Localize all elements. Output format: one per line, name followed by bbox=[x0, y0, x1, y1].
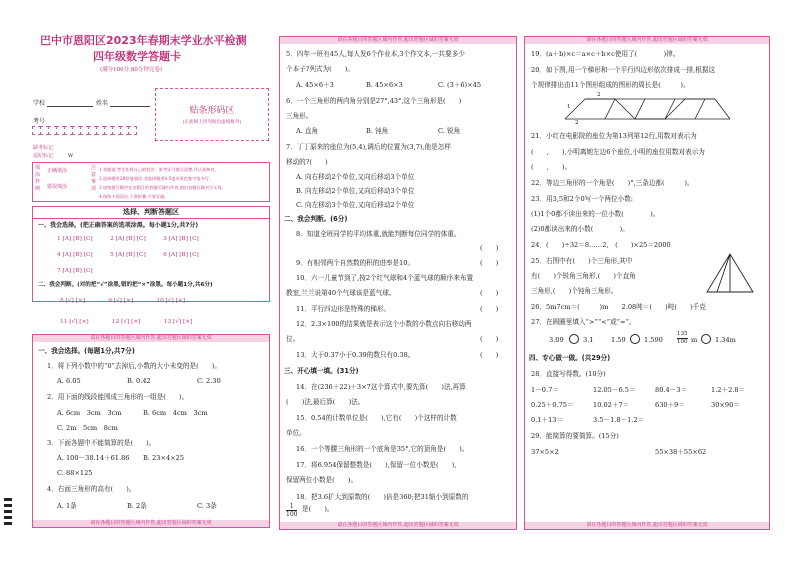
judge-8[interactable]: 8 [√] [×] bbox=[60, 298, 85, 304]
q25-text-3: 三角形,( )个钝角三角形。 bbox=[531, 287, 618, 295]
q18-text: 18．把3.6扩大到原数的( )倍是360;把31缩小到原数的 bbox=[296, 493, 469, 501]
q14-text-2: ( )法,最后算( )法。 bbox=[286, 398, 365, 406]
q28-item: 1.2＋2.8＝ bbox=[711, 386, 746, 394]
middle-answer-panel bbox=[279, 36, 517, 530]
q16-text: 16．一个等腰三角形的一个底角是35°,它的顶角是( )。 bbox=[296, 445, 469, 453]
q18-text-2: 是( )。 bbox=[302, 505, 334, 513]
binding-mark bbox=[4, 522, 12, 525]
q29-item-1: 37×5×2 bbox=[531, 448, 559, 456]
q2-opt-b: B. 6cm 4cm 3cm bbox=[143, 409, 208, 417]
q6-opt-c: C. 锐角 bbox=[438, 127, 461, 135]
notice-2: 2.选择题用2B铅笔填涂,非选择题用0.5毫米黑色签字笔书写。 bbox=[99, 176, 214, 181]
q23-text: 23．用3,5和2个0写一个两位小数: bbox=[531, 195, 634, 203]
choice-7[interactable]: 7 [A] [B] [C] bbox=[57, 268, 93, 274]
compare-circle[interactable] bbox=[701, 334, 711, 344]
q3-text: 3．下面各题中不能简算的是( )。 bbox=[47, 439, 156, 447]
binding-mark bbox=[4, 498, 12, 501]
q24-text: 24．( )÷32＝8……2, ( )×25＝2000 bbox=[531, 241, 671, 249]
q27-fraction-num: 135 bbox=[677, 331, 688, 337]
q2-opt-a: A. 6cm 3cm 3cm bbox=[57, 409, 122, 417]
barcode-sub: (正面朝上切勿贴出虚线框外) bbox=[182, 120, 242, 125]
judge-9[interactable]: 9 [√] [×] bbox=[108, 298, 134, 304]
q4-opt-b: B. 2条 bbox=[127, 502, 147, 510]
name-field[interactable] bbox=[110, 106, 150, 107]
q17-text-2: 保留两位小数是( )。 bbox=[286, 476, 358, 484]
q10-text-2: 教室,兰兰说第40个气球该是蓝气球。 bbox=[286, 289, 396, 297]
barcode-area bbox=[155, 88, 269, 141]
compare-circle[interactable] bbox=[630, 334, 640, 344]
q28-item: 630＋9＝ bbox=[655, 401, 685, 409]
judge-13[interactable]: 13 [√] [×] bbox=[163, 319, 193, 325]
answer-sheet-title: 四年级数学答题卡 bbox=[93, 50, 181, 63]
middle-band-top: 请在各题目的答题区域内作答,超出答题区域的答案无效 bbox=[280, 37, 516, 44]
q17-text: 17．将6.954保留整数是( ),保留一位小数是( ), bbox=[296, 461, 457, 469]
q28-item: 0.1＋13＝ bbox=[531, 416, 564, 424]
school-field[interactable] bbox=[47, 106, 93, 107]
fill-correct: 正确填涂 bbox=[47, 168, 68, 174]
barcode-label: 贴条形码区 bbox=[189, 106, 235, 116]
q9-answer[interactable]: ( ) bbox=[480, 259, 499, 267]
exam-id-label: 考号 bbox=[33, 118, 46, 125]
pattern-bottom-label: 2 bbox=[575, 120, 579, 126]
q8-answer[interactable]: ( ) bbox=[480, 244, 499, 252]
q6-text: 6．一个三角形的两内角分别是27°,43°,这个三角形是( ) bbox=[286, 97, 462, 105]
binding-mark bbox=[4, 504, 12, 507]
q5-opt-c: C. (3＋6)×45 bbox=[438, 81, 482, 89]
judge-title: 二、我会判断。(对的把“√”涂黑,错的把“×”涂黑。每小题1分,共6分) bbox=[38, 282, 213, 288]
notice-4: 4.保持卡面清洁,不要折叠,不要弄破。 bbox=[99, 194, 169, 199]
q27-comparisons bbox=[531, 333, 767, 349]
q10-answer[interactable]: ( ) bbox=[480, 289, 499, 297]
q7-opt-a: A. 向右移动2个单位,又向后移动3个单位 bbox=[296, 173, 415, 181]
notice-1: 1.答题前,考生先将自己的姓名、准考证号填写清楚,并认真核对。 bbox=[99, 167, 219, 172]
q5-text: 5．四年一班有45人,每人发6个作业本,3个作文本,一共要多少 bbox=[286, 50, 465, 58]
q23-text-2: (1)1个0都不读出来的一位小数( )。 bbox=[531, 210, 660, 218]
q18-fraction bbox=[286, 503, 297, 518]
q27-fraction-den: 100 bbox=[677, 339, 688, 345]
choice-2[interactable]: 2 [A] [B] [C] bbox=[110, 236, 146, 242]
q26-text: 26．5m7cm＝( )m 2.08吨＝( )吨( )千克 bbox=[531, 303, 706, 311]
q25-text-2: 有( )个锐角三角形,( )个直角 bbox=[531, 272, 636, 280]
q11-answer[interactable]: ( ) bbox=[480, 305, 499, 313]
q27-item-3: 1.59 bbox=[611, 336, 626, 344]
q1-opt-b: B. 0.42 bbox=[127, 377, 151, 385]
q14-text: 14．在(236＋22)＋3×7这个算式中,要先算( )法,再算 bbox=[296, 383, 466, 391]
q4-opt-a: A. 1条 bbox=[57, 502, 77, 510]
q29-item-2: 55×38＋55×62 bbox=[655, 448, 707, 456]
q29-text: 29．能简算的要简算。(15分) bbox=[531, 432, 619, 440]
sec1-title: 一、我会选择。(每题1分,共7分) bbox=[38, 347, 135, 355]
q21-text-2: ( , ),小明离她左边6个座位,小明的座位用数对表示为 bbox=[531, 148, 705, 156]
q28-item: 1－0.7＝ bbox=[531, 386, 559, 394]
choice-judge-panel bbox=[32, 206, 270, 302]
sec4-title: 四、专心做一做。(共29分) bbox=[529, 354, 611, 362]
q18-fraction-den: 100 bbox=[286, 511, 298, 518]
q8-text: 8．知道全班同学的平均体重,就能判断每位同学的体重。 bbox=[296, 230, 461, 238]
q28-text: 28．直接写得数。(10分) bbox=[531, 370, 606, 378]
q9-text: 9．有相邻两个自然数的积的进率是10。 bbox=[296, 259, 415, 267]
sec2-title: 二、我会判断。(6分) bbox=[284, 215, 348, 223]
judge-12[interactable]: 12 [√] [×] bbox=[111, 319, 141, 325]
choice-row-1[interactable] bbox=[57, 235, 199, 244]
exam-title: 巴中市恩阳区2023年春期末学业水平检测 bbox=[40, 34, 247, 47]
q21-text-3: ( , )。 bbox=[531, 163, 572, 171]
sec3-title: 三、开心填一填。(31分) bbox=[284, 367, 359, 375]
q21-text: 21．小红在电影院的座位为第13列第12行,用数对表示为 bbox=[531, 132, 697, 140]
q28-item: 12.05－6.5＝ bbox=[593, 386, 636, 394]
q7-opt-c: C. 向左移动3个单位,又向后移动2个单位 bbox=[296, 201, 415, 209]
missing-label: 缺考标记 bbox=[33, 145, 54, 151]
q10-text: 10．六一儿童节到了,按2个红气球和4个蓝气球的顺序来布置 bbox=[296, 274, 474, 282]
q27-item-5: 1.34m bbox=[715, 336, 736, 344]
choice-1[interactable]: 1 [A] [B] [C] bbox=[57, 236, 93, 242]
q27-fraction bbox=[677, 331, 688, 346]
q15-text: 15．0.54的计数单位是( ),它有( )个这样的计数 bbox=[296, 414, 457, 422]
score-note: (满分100分,80分钟完卷) bbox=[100, 67, 163, 73]
q18-fraction-num: 1 bbox=[286, 503, 297, 511]
binding-mark bbox=[4, 510, 12, 513]
q28-item: 3.5－1.8－1.2＝ bbox=[593, 416, 645, 424]
left-band-bottom: 请在各题目的答题区域内作答,超出答题区域的答案无效 bbox=[33, 520, 269, 527]
q15-text-2: 单位。 bbox=[286, 429, 306, 437]
q7-text: 7．丁丁原来的座位为(5,4),调后的位置为(3,7),他是怎样 bbox=[286, 143, 451, 151]
q25-text: 25．右图中有( )个三角形,其中 bbox=[531, 257, 633, 265]
triangle-figure bbox=[705, 252, 755, 296]
violation-label: 违纪标记 bbox=[33, 153, 54, 159]
violation-mark: W bbox=[68, 153, 74, 159]
q27-item-1: 3.09 bbox=[549, 336, 564, 344]
notice-3: 3.请按题号顺序在各题目的答题区域内作答,超出答题区域书写无效。 bbox=[99, 185, 226, 190]
choice-5[interactable]: 5 [A] [B] [C] bbox=[110, 252, 146, 258]
binding-mark bbox=[4, 516, 12, 519]
choice-6[interactable]: 6 [A] [B] [C] bbox=[163, 252, 199, 258]
q28-item: 0.25＋0.75＝ bbox=[531, 401, 574, 409]
middle-band-bottom: 请在各题目的答题区域内作答,超出答题区域的答案无效 bbox=[280, 522, 516, 529]
exam-id-grid[interactable] bbox=[32, 126, 136, 137]
notice-box bbox=[32, 162, 270, 202]
q2-text: 2．用下面的线段能围成三角形的一组是( )。 bbox=[47, 393, 189, 401]
q7-opt-b: B. 向左移动2个单位,又向后移动3个单位 bbox=[296, 187, 415, 195]
right-band-bottom: 请在各题目的答题区域内作答,超出答题区域的答案无效 bbox=[525, 522, 769, 529]
q3-opt-b: B. 23×4×25 bbox=[143, 454, 185, 462]
q13-text: 13．大于0.37小于0.39的数只有0.38。 bbox=[296, 351, 415, 359]
q13-answer[interactable]: ( ) bbox=[480, 351, 499, 359]
q20-text-2: 个规律排出由11个图形组成的图形的周长是( )。 bbox=[531, 81, 690, 89]
q3-opt-c: C. 88×125 bbox=[57, 469, 93, 477]
q12-answer[interactable]: ( ) bbox=[480, 335, 499, 343]
compare-circle[interactable] bbox=[569, 334, 579, 344]
q27-fraction-unit: m bbox=[691, 336, 698, 344]
q6-opt-a: A. 直角 bbox=[296, 127, 319, 135]
left-band-top: 请在各题目的答题区域内作答,超出答题区域的答案无效 bbox=[33, 335, 269, 342]
q6-text-2: 三角形。 bbox=[286, 112, 313, 120]
q28-item: 10.02＋7＝ bbox=[593, 401, 630, 409]
q1-opt-c: C. 2.30 bbox=[197, 377, 221, 385]
choice-judge-header: 选择、判断答题区 bbox=[33, 207, 269, 219]
q5-opt-a: A. 45×6＋3 bbox=[296, 81, 334, 89]
q27-item-4: 1.590 bbox=[644, 336, 663, 344]
q23-text-3: (2)0都读出来的小数( )。 bbox=[531, 225, 629, 233]
q7-text-2: 移动的?( ) bbox=[286, 158, 328, 166]
pattern-side-label: 1 bbox=[567, 104, 571, 110]
notice-list bbox=[99, 165, 269, 201]
q1-opt-a: A. 6.05 bbox=[57, 377, 81, 385]
q4-opt-c: C. 3条 bbox=[197, 502, 217, 510]
q5-opt-b: B. 45×6×3 bbox=[366, 81, 403, 89]
q5-text-2: 个本子?列式为( )。 bbox=[286, 65, 355, 73]
school-label: 学校 bbox=[33, 100, 46, 107]
pattern-figure bbox=[555, 93, 735, 123]
choice-3[interactable]: 3 [A] [B] [C] bbox=[163, 236, 199, 242]
pattern-top-label: 2 bbox=[597, 92, 601, 98]
q20-text: 20．如下图,用一个梯形和一个平行四边形依次排成一排,根据这 bbox=[531, 66, 716, 74]
q22-text: 22．等边三角形的一个角是( )°,三条边都( )。 bbox=[531, 179, 694, 187]
q2-opt-c: C. 2m 5cm 8cm bbox=[57, 424, 118, 432]
judge-row-1[interactable] bbox=[60, 297, 185, 306]
fill-wrong: 错误填涂 bbox=[47, 184, 68, 190]
judge-10[interactable]: 10 [√] [×] bbox=[156, 298, 186, 304]
fill-title: 填涂样例 bbox=[35, 165, 41, 192]
choice-4[interactable]: 4 [A] [B] [C] bbox=[57, 252, 93, 258]
judge-11[interactable]: 11 [√] [×] bbox=[60, 319, 89, 325]
q19-text: 19．(a＋b)×c＝a×c＋b×c使用了( )律。 bbox=[531, 50, 680, 58]
choice-row-2[interactable] bbox=[57, 251, 199, 260]
q27-text: 27．在圆圈里填入“>”“<”或“=”。 bbox=[531, 318, 636, 326]
q28-item: 80.4－3＝ bbox=[655, 386, 688, 394]
q6-opt-b: B. 钝角 bbox=[366, 127, 389, 135]
q11-text: 11．平行四边形是特殊的梯形。 bbox=[296, 305, 391, 313]
q27-item-2: 3.1 bbox=[583, 336, 594, 344]
name-label: 姓名 bbox=[96, 100, 109, 107]
choice-row-3[interactable] bbox=[57, 267, 93, 276]
right-answer-panel bbox=[524, 36, 770, 530]
q4-text: 4．右面三角形的高有( )。 bbox=[47, 485, 136, 493]
right-band-top: 请在各题目的答题区域内作答,超出答题区域的答案无效 bbox=[525, 37, 769, 44]
notice-title: 注意事项 bbox=[91, 165, 97, 192]
judge-row-2[interactable] bbox=[60, 318, 192, 327]
q3-opt-a: A. 100－38.14＋61.86 bbox=[57, 454, 130, 462]
q1-text: 1．将下列小数中的“0”去掉后,小数的大小未变的是( )。 bbox=[47, 362, 222, 370]
choice-title: 一、我会选择。(把正确答案的选项涂黑。每小题1分,共7分) bbox=[38, 222, 199, 229]
q28-item: 30×90＝ bbox=[711, 401, 740, 409]
q12-text: 12．2.3×100的结果就是表示这个小数的小数点向右移动两 bbox=[296, 320, 472, 328]
q12-text-2: 位。 bbox=[286, 335, 300, 343]
left-answer-panel bbox=[32, 334, 270, 528]
